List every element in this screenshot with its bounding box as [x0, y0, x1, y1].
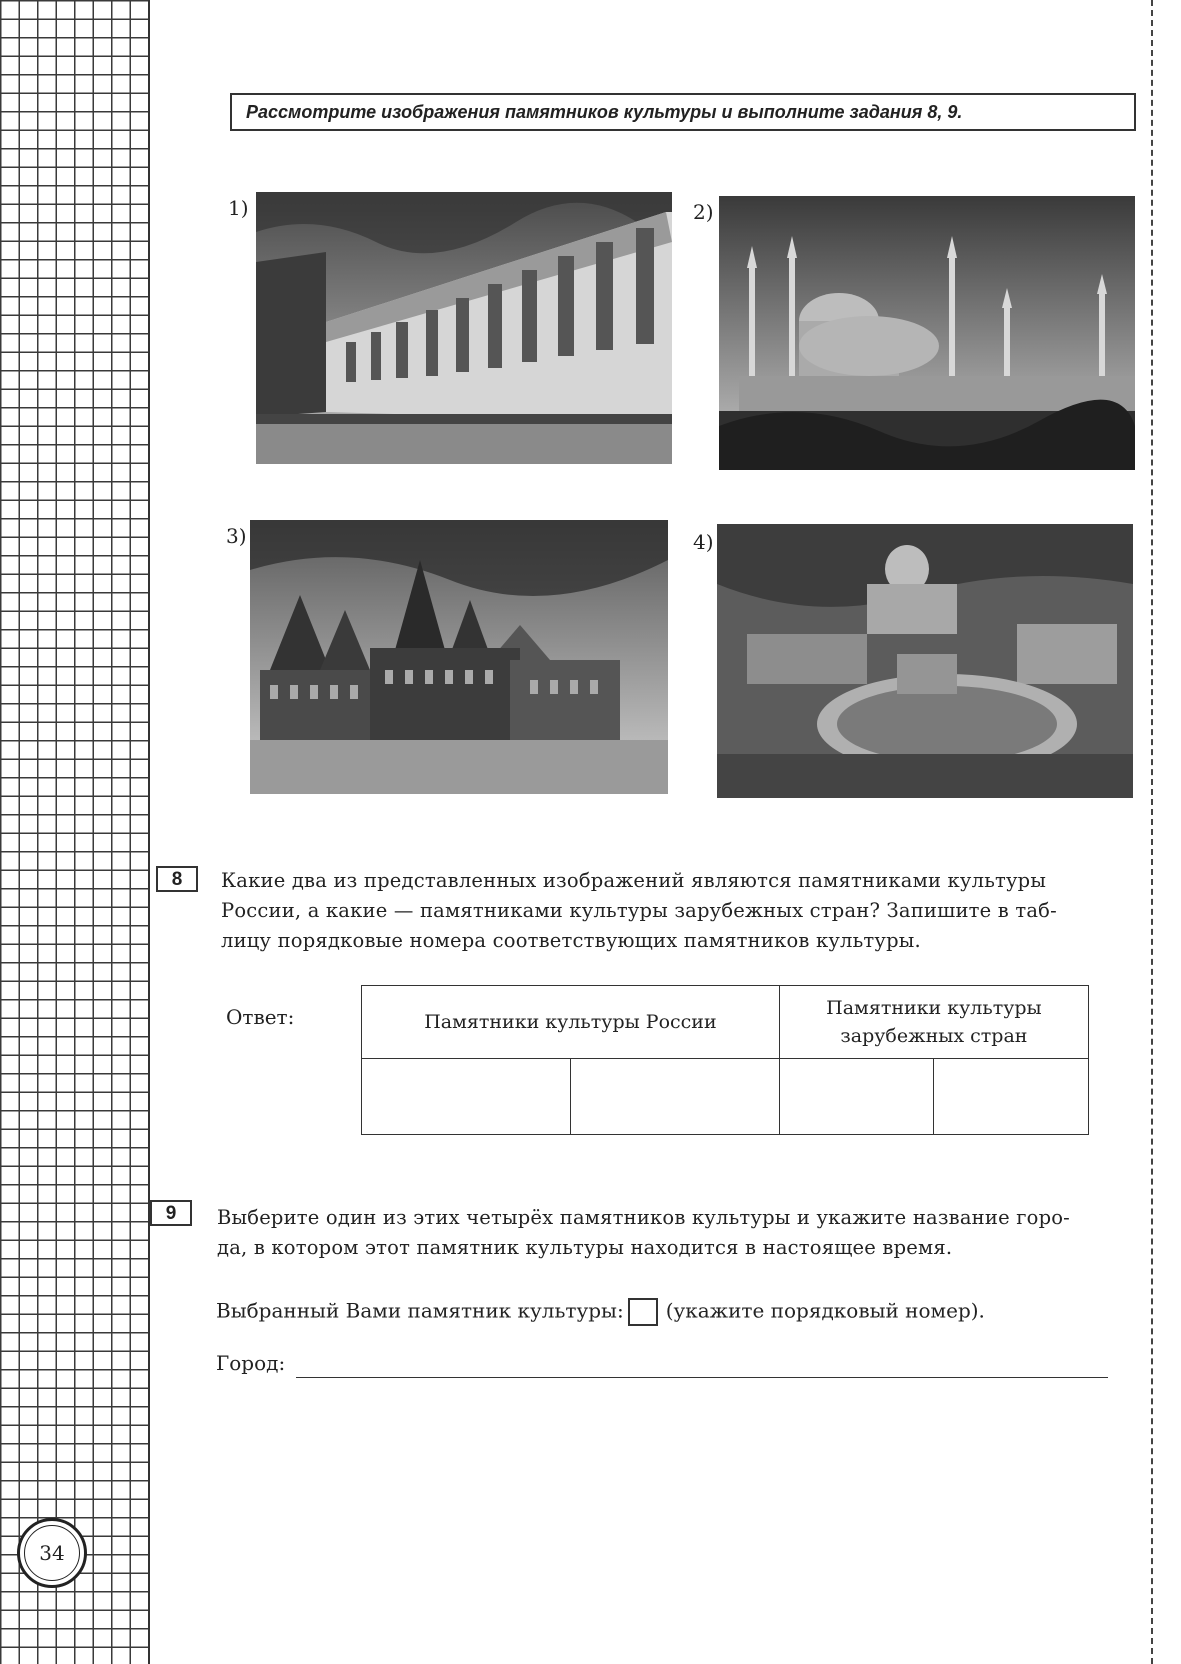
task-8-number: 8 [156, 866, 198, 892]
task-9-text [217, 1203, 1070, 1263]
task-8-line-1: Какие два из представленных изображений являются памятниками культуры [221, 869, 1047, 892]
cut-line [1151, 0, 1153, 1664]
page-number [17, 1518, 87, 1588]
answer-label: Ответ: [226, 1005, 295, 1029]
task-9-line-2: да, в котором этот памятник культуры находится в настоящее время. [217, 1236, 953, 1259]
city-input-line[interactable] [296, 1377, 1108, 1378]
choice-suffix: (укажите порядковый номер). [665, 1298, 985, 1323]
table-header-foreign-line-2: зарубежных стран [840, 1025, 1028, 1047]
task-9-number: 9 [150, 1200, 192, 1226]
choice-prefix: Выбранный Вами памятник культуры: [216, 1298, 624, 1323]
photo-1-label: 1) [228, 196, 249, 220]
instruction-box [230, 93, 1136, 131]
photo-2-mosque [719, 196, 1135, 470]
table-header-foreign-line-1: Памятники культуры [826, 997, 1042, 1019]
table-header-foreign [779, 986, 1088, 1059]
photo-4-square-aerial [717, 524, 1133, 798]
table-header-russia: Памятники культуры России [362, 986, 780, 1059]
task-8-line-3: лицу порядковые номера соответствующих памятников культуры. [221, 929, 921, 952]
city-label: Город: [216, 1351, 286, 1375]
photo-3-label: 3) [226, 524, 247, 548]
photo-3-wooden-palace [250, 520, 668, 794]
page-number-text: 34 [39, 1541, 65, 1565]
answer-cell-foreign-1[interactable] [779, 1059, 934, 1135]
answer-cell-foreign-2[interactable] [934, 1059, 1089, 1135]
task-8-line-2: России, а какие — памятниками культуры зарубежных стран? Запишите в таб- [221, 899, 1057, 922]
answer-table [361, 985, 1089, 1135]
choice-line [216, 1298, 985, 1326]
instruction-text: Рассмотрите изображения памятников культуры и выполните задания 8, 9. [246, 101, 963, 122]
answer-cell-russia-1[interactable] [362, 1059, 571, 1135]
photo-2-label: 2) [693, 200, 714, 224]
answer-cell-russia-2[interactable] [570, 1059, 779, 1135]
choice-number-box[interactable] [628, 1298, 658, 1326]
photo-4-label: 4) [693, 530, 714, 554]
grid-margin [0, 0, 150, 1664]
task-8-text [221, 866, 1057, 956]
task-9-line-1: Выберите один из этих четырёх памятников культуры и укажите название горо- [217, 1206, 1070, 1229]
photo-1-palace [256, 192, 672, 464]
